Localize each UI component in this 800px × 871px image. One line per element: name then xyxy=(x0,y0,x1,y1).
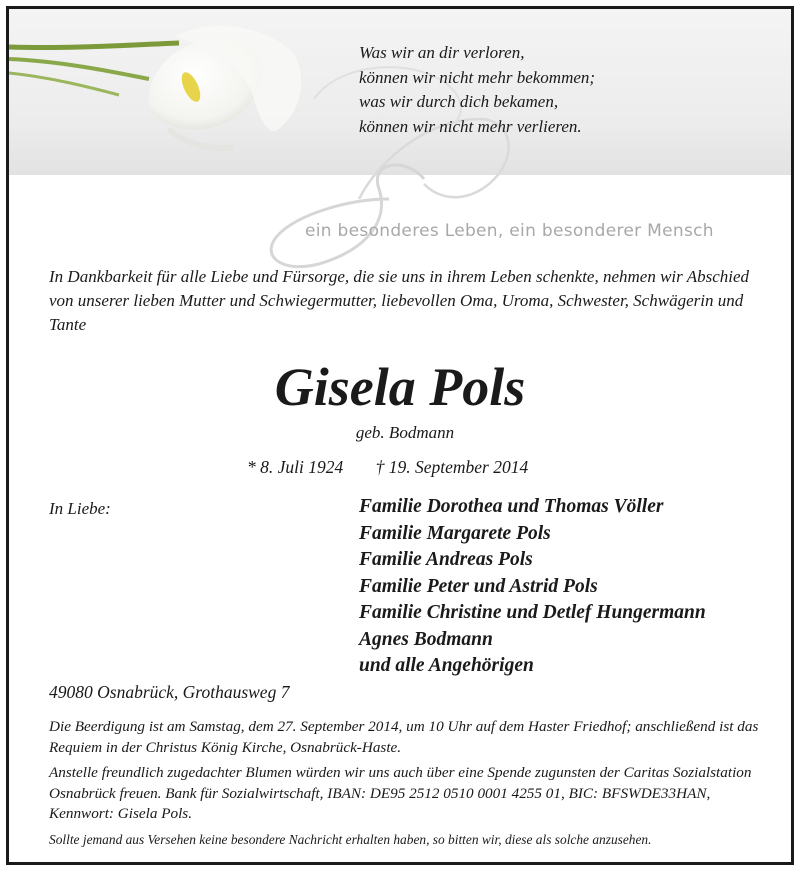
death-date: † 19. September 2014 xyxy=(375,457,529,477)
poem xyxy=(359,41,595,139)
motto: ein besonderes Leben, ein besonderer Mensch xyxy=(305,221,714,241)
poem-line: können wir nicht mehr verlieren. xyxy=(359,116,582,136)
mourner-entry: und alle Angehörigen xyxy=(359,655,534,676)
mourner-entry: Familie Dorothea und Thomas Völler xyxy=(359,496,664,517)
poem-line: können wir nicht mehr bekommen; xyxy=(359,67,596,87)
poem-line: was wir durch dich bekamen, xyxy=(359,92,559,111)
maiden-name: geb. Bodmann xyxy=(355,423,455,442)
deceased-name: Gisela Pols xyxy=(274,357,526,417)
poem-line: Was wir an dir verloren, xyxy=(359,43,525,62)
mourner-entry: Agnes Bodmann xyxy=(359,628,493,650)
mourner-entry: Familie Andreas Pols xyxy=(359,549,533,570)
mourner-entry: Familie Peter und Astrid Pols xyxy=(359,575,598,597)
donation-info: Anstelle freundlich zugedachter Blumen würden wir uns auch über eine Spende zugunsten der Caritas Sozialstation Osnabrück freuen. Bank für Sozialwirtschaft, IBAN: DE95 2512 0510 0001 4255 01, BIC: BFSWDE33HAN, Kennwort: Gisela Pols. xyxy=(49,764,752,822)
address: 49080 Osnabrück, Grothausweg 7 xyxy=(49,682,290,702)
mourners-label: In Liebe: xyxy=(49,499,111,518)
notice-text: Sollte jemand aus Versehen keine besondere Nachricht erhalten haben, so bitten wir, diese als solche anzusehen. xyxy=(49,832,652,847)
mourner-entry: Familie Christine und Detlef Hungermann xyxy=(359,602,706,623)
funeral-info: Die Beerdigung ist am Samstag, dem 27. September 2014, um 10 Uhr auf dem Haster Friedhof; anschließend ist das Requiem in der Christus König Kirche, Osnabrück-Haste. xyxy=(49,718,759,756)
obituary-frame xyxy=(6,6,794,865)
mourner-entry: Familie Margarete Pols xyxy=(359,522,551,544)
mourners-list xyxy=(359,494,706,680)
birth-date: * 8. Juli 1924 xyxy=(247,457,344,477)
life-dates xyxy=(247,457,528,478)
intro-text: In Dankbarkeit für alle Liebe und Fürsorge, die sie uns in ihrem Leben schenkte, nehmen wir Abschied von unserer lieben Mutter und Schwiegermutter, liebevollen Oma, Uroma, Schwester, Schwägerin und Tante xyxy=(49,267,750,334)
